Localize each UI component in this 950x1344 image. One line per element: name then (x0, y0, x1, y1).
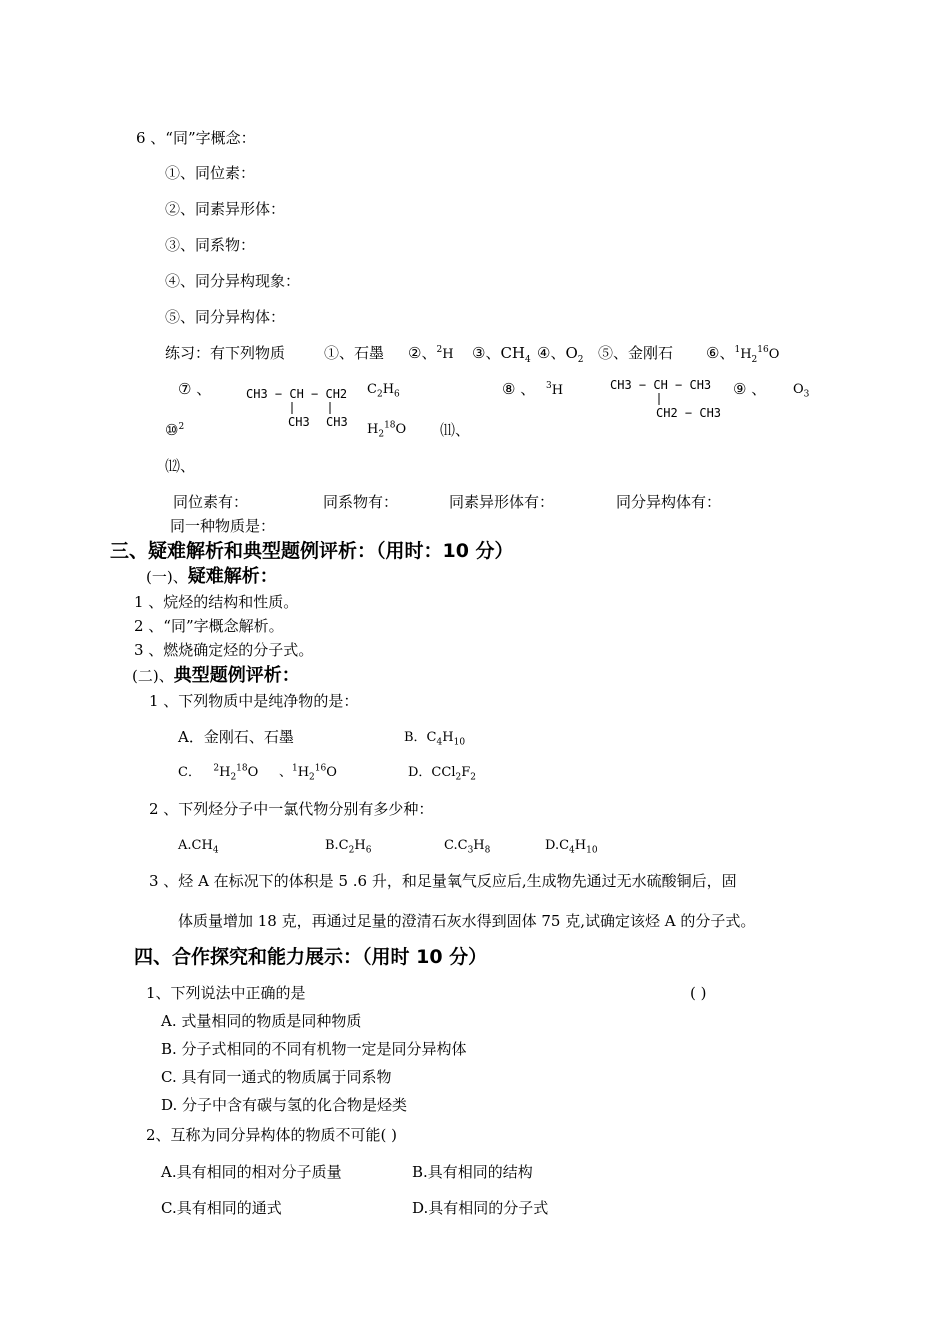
example-q2-option-c: $C.C_3H_8$ (444, 838, 491, 856)
example-q1-option-d: D．$CCl_2F_2$ (408, 765, 476, 783)
substance-2: ②、$^2$H (408, 344, 454, 362)
substance-8: $^3$H (546, 381, 564, 398)
example-q3-line1: 3 、烃 A 在标况下的体积是 5 .6 升，和足量氧气反应后,生成物先通过无水硫酸铜后，固 (149, 872, 737, 890)
concept-item: ②、同素异形体： (165, 200, 286, 218)
answer-isomer: 同分异构体有： (616, 493, 722, 511)
substance-9-label: ⑨ 、 (733, 380, 767, 398)
substance-11-label: ⑾、 (440, 421, 471, 439)
difficulty-point: 2 、“同”字概念解析。 (134, 617, 284, 635)
section6-heading: 6 、“同”字概念： (136, 129, 256, 147)
example-q1-option-c: C． $^2H_2^{18}O$ 、$^1H_2^{16}O$ (178, 763, 337, 783)
structural-formula-a (246, 384, 366, 432)
substance-10-formula: $H_2^{18}O$ (367, 420, 407, 440)
exercise-intro: 练习：有下列物质 (165, 344, 286, 362)
practice-q1: 1、下列说法中正确的是 (146, 984, 306, 1002)
section3-sub1: (一)、疑难解析： (146, 566, 278, 587)
practice-q1-answer-blank: ( ) (690, 984, 707, 1002)
example-q2-option-b: $B.C_2H_6$ (325, 838, 372, 856)
struct-b-main: CH3 − CH − CH3 (610, 378, 712, 392)
section4-title: 四、合作探究和能力展示：（用时 10 分） (134, 946, 488, 968)
difficulty-point: 1 、烷烃的结构和性质。 (134, 593, 299, 611)
example-q2: 2 、下列烃分子中一氯代物分别有多少种： (149, 800, 434, 818)
section3-title: 三、疑难解析和典型题例评析：（用时：10 分） (110, 540, 514, 562)
practice-q2-option-b: B.具有相同的结构 (412, 1163, 533, 1181)
practice-q1-option: C. 具有同一通式的物质属于同系物 (161, 1068, 392, 1086)
example-q1: 1 、下列物质中是纯净物的是： (149, 692, 359, 710)
example-q2-option-a: $A.CH_4$ (178, 838, 219, 856)
substance-8-label: ⑧ 、 (502, 380, 536, 398)
substance-5: ⑤、金刚石 (598, 344, 674, 362)
concept-item: ①、同位素： (165, 164, 256, 182)
concept-item: ③、同系物： (165, 236, 256, 254)
practice-q1-option: A. 式量相同的物质是同种物质 (161, 1012, 362, 1030)
substance-7-label: ⑦ 、 (178, 380, 212, 398)
answer-same-substance: 同一种物质是： (170, 517, 276, 535)
practice-q2-option-a: A.具有相同的相对分子质量 (161, 1163, 342, 1181)
section3-sub2: (二)、典型题例评析： (132, 665, 300, 686)
practice-q1-option: B. 分子式相同的不同有机物一定是同分异构体 (161, 1040, 467, 1058)
substance-7-formula: $C_2H_6$ (367, 382, 400, 400)
substance-1: ①、石墨 (324, 344, 385, 362)
example-q3-line2: 体质量增加 18 克，再通过足量的澄清石灰水得到固体 75 克,试确定该烃 A 的分子式。 (178, 912, 756, 930)
practice-q1-option: D. 分子中含有碳与氢的化合物是烃类 (161, 1096, 408, 1114)
answer-isotope: 同位素有： (173, 493, 249, 511)
structural-formula-b (604, 376, 724, 424)
practice-q2: 2、互称为同分异构体的物质不可能( ) (146, 1126, 398, 1144)
substance-10-label: ⑩$^2$ (165, 421, 185, 439)
struct-a-branch2: CH3 (326, 415, 348, 429)
substance-3: ③、$CH_4$ (472, 344, 531, 365)
practice-q2-option-d: D.具有相同的分子式 (412, 1199, 549, 1217)
substance-4: ④、$O_2$ (537, 344, 584, 365)
substance-9-formula: $O_3$ (793, 382, 810, 400)
substance-12-label: ⑿、 (165, 457, 196, 475)
practice-q2-option-c: C.具有相同的通式 (161, 1199, 282, 1217)
struct-a-main: CH3 − CH − CH2 (246, 387, 348, 401)
difficulty-point: 3 、燃烧确定烃的分子式。 (134, 641, 314, 659)
answer-homolog: 同系物有： (323, 493, 399, 511)
example-q1-option-a: A．金刚石、石墨 (178, 728, 294, 746)
substance-6: ⑥、$^1H_2^{16}O$ (706, 344, 780, 365)
example-q2-option-d: $D.C_4H_{10}$ (545, 838, 598, 856)
concept-item: ⑤、同分异构体： (165, 308, 286, 326)
example-q1-option-b: B．$C_4H_{10}$ (404, 730, 466, 748)
answer-allotrope: 同素异形体有： (449, 493, 555, 511)
concept-item: ④、同分异构现象： (165, 272, 301, 290)
struct-a-branch1: CH3 (288, 415, 310, 429)
struct-b-branch1: CH2 − CH3 (656, 406, 722, 420)
